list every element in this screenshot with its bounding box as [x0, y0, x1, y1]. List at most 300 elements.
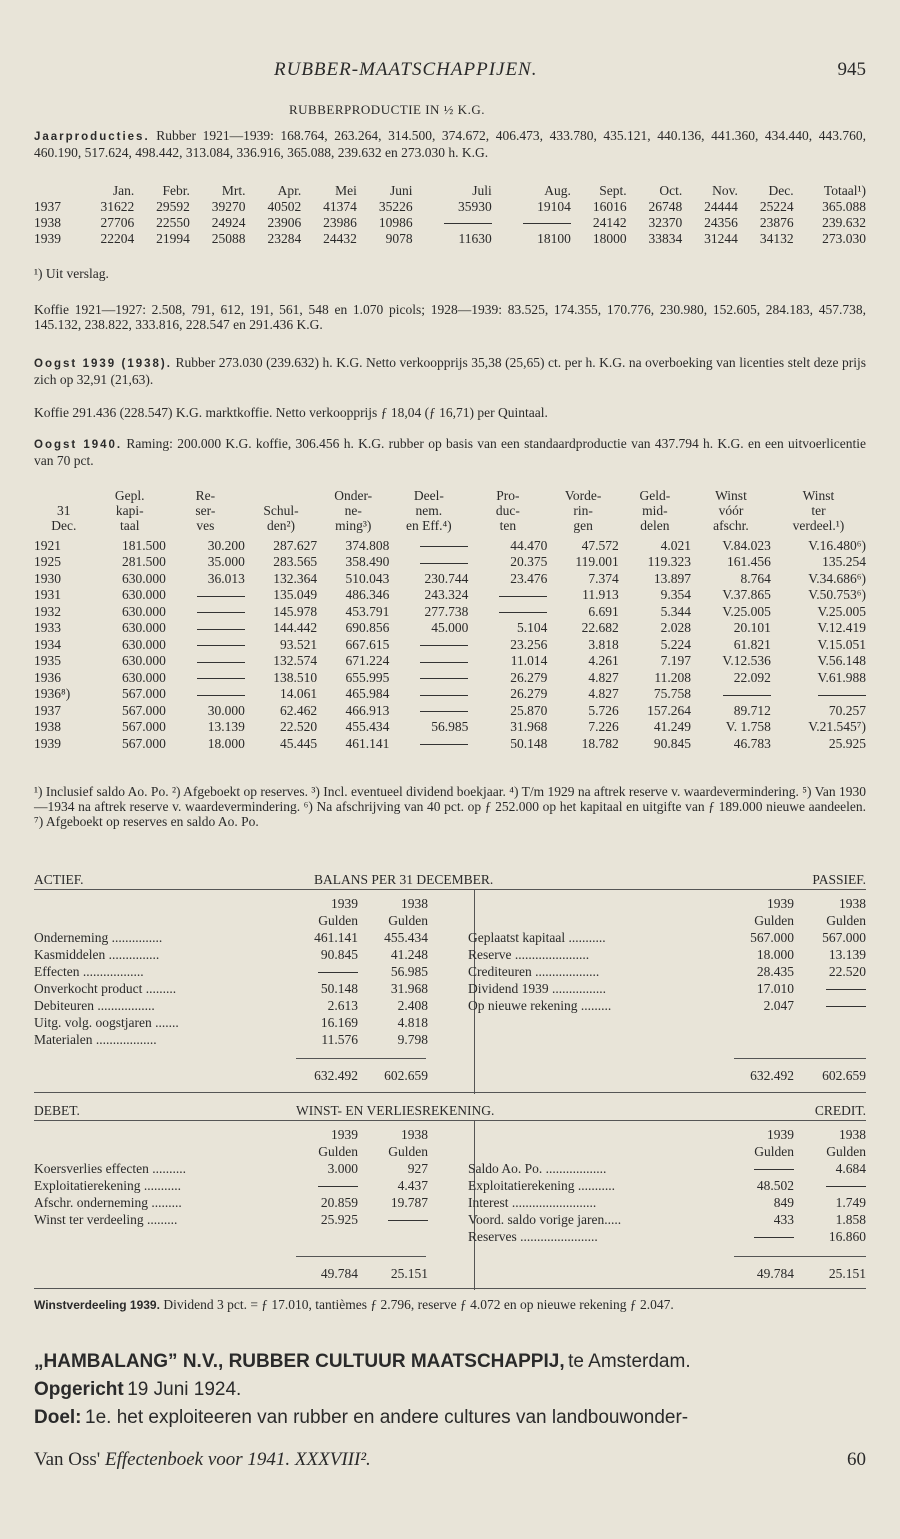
account-value: 433	[773, 1212, 794, 1227]
table-cell	[166, 653, 245, 670]
table-cell: 32370	[648, 214, 683, 230]
account-value: 20.859	[320, 1195, 358, 1210]
company-name: „HAMBALANG” N.V., RUBBER CULTUUR MAATSCHAPPIJ,	[34, 1351, 565, 1372]
table-cell: 132.364	[273, 570, 318, 586]
column-header: Totaal¹)	[823, 183, 866, 198]
winst-title: WINST- EN VERLIESREKENING.	[296, 1103, 495, 1118]
table-cell: 35.000	[207, 554, 245, 570]
column-header: Febr.	[162, 183, 190, 198]
account-label: Exploitatierekening ...........	[34, 1178, 181, 1193]
table-row	[34, 686, 866, 703]
table-cell: 10986	[378, 214, 413, 230]
table-cell: 1937	[34, 702, 61, 718]
table-cell: V.37.865	[722, 587, 771, 603]
account-value: 11.576	[321, 1032, 358, 1047]
table-cell: 25088	[211, 230, 246, 246]
account-value	[724, 1161, 794, 1176]
table-cell: 144.442	[273, 620, 318, 636]
column-header	[245, 488, 317, 537]
table-cell	[389, 653, 468, 670]
table-cell: 31244	[704, 230, 738, 246]
dash	[826, 989, 866, 990]
dash	[420, 563, 468, 564]
column-header	[94, 488, 166, 537]
dash	[420, 695, 468, 696]
column-header-line: vóór	[718, 503, 744, 518]
column-header-line: delen	[640, 518, 670, 533]
oogst-1939-text: Rubber 273.030 (239.632) h. K.G. Netto verkoopprijs 35,38 (25,65) ct. per h. K.G. na overboeking van licenties stelt deze prijs zich op 32,91 (21,63).	[34, 355, 866, 387]
table-cell: V.84.023	[722, 537, 771, 553]
winst-right-unit1: Gulden	[754, 1144, 794, 1159]
table-cell: 90.845	[653, 735, 692, 751]
table-cell	[389, 702, 468, 719]
dash	[826, 1006, 866, 1007]
table-cell: 30.200	[207, 537, 245, 553]
table-cell: 6.691	[588, 603, 619, 619]
table-cell: 365.088	[822, 198, 866, 214]
table-cell: 20.101	[733, 620, 771, 636]
table-cell: 181.500	[121, 537, 166, 553]
table-row	[34, 537, 866, 554]
table-cell	[468, 587, 547, 604]
table-cell: 75.758	[653, 686, 692, 702]
dash	[318, 1186, 358, 1187]
column-header: Oct.	[659, 183, 683, 198]
table-cell: 45.000	[431, 620, 469, 636]
column-header-line: den²)	[266, 518, 295, 533]
jaarproducties-text: Rubber 1921—1939: 168.764, 263.264, 314.500, 374.672, 406.473, 433.780, 435.121, 440.136, 441.360, 434.440, 443.760, 460.190, 517.624, 498.442, 313.084, 336.916, 365.088, 239.632 en 273.030 h. K.G.	[34, 128, 867, 160]
account-value: 56.985	[390, 964, 428, 979]
table-cell: 13.139	[207, 719, 245, 735]
table-cell: 13.897	[653, 570, 692, 586]
table-cell: 1938	[34, 719, 61, 735]
winst-left-total2: 25.151	[390, 1266, 428, 1281]
table-cell: 40502	[267, 198, 302, 214]
table-cell: 23906	[267, 214, 302, 230]
table-cell: 3.818	[588, 636, 619, 652]
table-cell	[413, 214, 492, 230]
table-row	[34, 554, 866, 571]
table-cell	[468, 603, 547, 620]
table-cell: 11.208	[654, 669, 692, 685]
table-cell: 567.000	[121, 735, 166, 751]
table-cell: 281.500	[121, 554, 166, 570]
table-cell	[166, 620, 245, 637]
winst-left-year1: 1939	[331, 1127, 358, 1142]
table-cell: 31622	[100, 198, 135, 214]
table-cell: 56.985	[431, 719, 469, 735]
balans-bottom-rule	[34, 1092, 866, 1093]
account-value: 16.169	[320, 1015, 358, 1030]
table-cell: 453.791	[345, 603, 390, 619]
table-header-row	[34, 488, 866, 537]
founded-label: Opgericht	[34, 1379, 124, 1400]
column-header-line: gen	[573, 518, 593, 533]
dash	[523, 223, 571, 224]
balans-right-total1: 632.492	[750, 1068, 794, 1083]
footer-book: Effectenboek voor 1941. XXXVIII².	[104, 1449, 371, 1470]
account-value: 17.010	[756, 981, 794, 996]
table-cell: 655.995	[345, 669, 390, 685]
koffie-paragraph: Koffie 1921—1927: 2.508, 791, 612, 191, 561, 548 en 1.070 picols; 1928—1939: 83.525, 174.355, 170.776, 230.980, 152.605, 284.183, 457.738, 145.132, 238.822, 333.816, 228.547 en 291.436 K.G.	[34, 302, 866, 332]
table-cell: 135.049	[273, 587, 318, 603]
table-cell: 239.632	[822, 214, 866, 230]
balans-left-year1: 1939	[331, 896, 358, 911]
table-cell: 19104	[537, 198, 571, 214]
column-header-line: Winst	[802, 488, 835, 503]
dash	[197, 678, 245, 679]
column-header-line: ten	[499, 518, 517, 533]
table-cell: 35226	[378, 198, 413, 214]
column-header-line: ves	[196, 518, 215, 533]
table-cell: 26.279	[510, 686, 548, 702]
table-cell: 567.000	[121, 702, 166, 718]
table-cell: 455.434	[345, 719, 390, 735]
column-header	[771, 488, 866, 537]
column-header	[34, 488, 94, 537]
table-cell: 24924	[211, 214, 246, 230]
dash	[826, 1186, 866, 1187]
footer-page-number: 60	[847, 1449, 866, 1470]
table-cell: 1939	[34, 735, 61, 751]
company-heading	[34, 1351, 691, 1372]
table-cell: 8.764	[740, 570, 771, 586]
table-cell: 273.030	[822, 230, 866, 246]
account-label: Crediteuren ...................	[468, 964, 600, 979]
column-header-line: taal	[119, 518, 140, 533]
table-cell: 45.445	[279, 735, 318, 751]
oogst-1940-paragraph	[34, 436, 866, 468]
table-cell: 7.374	[588, 570, 619, 586]
winst-right-total1: 49.784	[756, 1266, 794, 1281]
founded-date: 19 Juni 1924.	[127, 1379, 242, 1400]
table-cell: V.12.536	[722, 653, 771, 669]
balans-left-unit1: Gulden	[318, 913, 358, 928]
dash	[499, 596, 547, 597]
column-header-line: Re-	[195, 488, 216, 503]
column-header-line: ming³)	[335, 518, 372, 533]
table-cell: 18.782	[581, 735, 619, 751]
table-cell: 61.821	[733, 636, 771, 652]
dash	[420, 711, 468, 712]
column-header-line: Winst	[715, 488, 747, 503]
table-cell: 11.014	[510, 653, 548, 669]
table-cell: 4.827	[588, 669, 619, 685]
table-cell: 1936	[34, 669, 61, 685]
table-cell: 5.224	[660, 636, 692, 652]
table-cell: 34132	[759, 230, 794, 246]
footer-left: Van Oss'	[34, 1449, 101, 1470]
column-header-line: en Eff.⁴)	[405, 518, 452, 533]
table-cell: 31.968	[510, 719, 548, 735]
account-label: Exploitatierekening ...........	[468, 1178, 615, 1193]
table-cell: 25.925	[828, 735, 866, 751]
table-header-row	[34, 183, 866, 198]
balans-title: BALANS PER 31 DECEMBER.	[314, 872, 494, 887]
winst-left-year2: 1938	[401, 1127, 428, 1142]
column-header	[317, 488, 389, 537]
table-cell: 1938	[34, 214, 61, 230]
dash	[420, 645, 468, 646]
account-label: Dividend 1939 ................	[468, 981, 606, 996]
account-value	[796, 998, 866, 1013]
table-cell: 119.323	[647, 554, 692, 570]
table-row	[34, 669, 866, 686]
table-cell: 11.913	[582, 587, 619, 603]
account-label: Debiteuren .................	[34, 998, 155, 1013]
actief-title: ACTIEF.	[34, 872, 84, 887]
table-cell	[166, 636, 245, 653]
account-value: 1.858	[835, 1212, 866, 1227]
table-cell: 46.783	[733, 735, 771, 751]
table-cell: 18000	[592, 230, 627, 246]
table-cell: 1925	[34, 554, 61, 570]
column-header-line: verdeel.¹)	[792, 518, 845, 533]
table-cell: 25224	[759, 198, 794, 214]
table-cell: 23986	[323, 214, 357, 230]
dash	[754, 1169, 794, 1170]
dash	[723, 695, 771, 696]
column-header-line: Vorde-	[564, 488, 602, 503]
account-value: 16.860	[828, 1229, 866, 1244]
oogst-1939-paragraph	[34, 355, 866, 387]
dash	[197, 612, 245, 613]
account-value: 41.248	[390, 947, 428, 962]
table-cell: V.12.419	[817, 620, 866, 636]
table-cell: 24142	[592, 214, 627, 230]
account-value: 25.925	[320, 1212, 358, 1227]
table-row	[34, 587, 866, 604]
table-cell: 39270	[211, 198, 246, 214]
account-value: 18.000	[756, 947, 794, 962]
table-cell: 132.574	[273, 653, 318, 669]
table-cell: 24444	[704, 198, 738, 214]
balans-top-rule	[34, 889, 866, 890]
account-label: Geplaatst kapitaal ...........	[468, 930, 606, 945]
table-cell: 1930	[34, 570, 61, 586]
table-cell: 35930	[457, 198, 492, 214]
column-header-line: 31	[57, 503, 71, 518]
table-cell: 36.013	[207, 570, 245, 586]
account-value: 1.749	[835, 1195, 866, 1210]
table-cell: 23284	[267, 230, 302, 246]
table-row	[34, 620, 866, 637]
winst-right-year1: 1939	[767, 1127, 794, 1142]
table-row	[34, 636, 866, 653]
table-cell: 50.148	[510, 735, 548, 751]
column-header	[468, 488, 547, 537]
table-cell: 461.141	[345, 735, 390, 751]
balans-right-unit2: Gulden	[826, 913, 866, 928]
table-row	[34, 735, 866, 752]
table-cell: 20.375	[510, 554, 548, 570]
account-value: 19.787	[390, 1195, 428, 1210]
table-cell: 4.827	[588, 686, 619, 702]
footer	[34, 1449, 371, 1470]
table-cell: 157.264	[647, 702, 692, 718]
column-header: Apr.	[277, 183, 302, 198]
table-cell: 567.000	[121, 719, 166, 735]
column-header-line: ne-	[344, 503, 362, 518]
doel-text: 1e. het exploiteeren van rubber en andere cultures van landbouwonder-	[85, 1407, 689, 1428]
table-cell: 119.001	[575, 554, 619, 570]
account-label: Koersverlies effecten ..........	[34, 1161, 186, 1176]
table-cell	[166, 603, 245, 620]
account-label: Kasmiddelen ...............	[34, 947, 160, 962]
column-header: Juni	[390, 183, 413, 198]
table-cell: 2.028	[660, 620, 692, 636]
column-header-line: mid-	[642, 503, 668, 518]
table-cell: 138.510	[273, 669, 318, 685]
table-cell: 630.000	[121, 653, 166, 669]
table-cell: 9078	[385, 230, 413, 246]
account-value: 849	[773, 1195, 794, 1210]
column-header: Dec.	[768, 183, 794, 198]
table-cell: 1932	[34, 603, 61, 619]
column-header: Aug.	[544, 183, 571, 198]
account-value: 22.520	[828, 964, 866, 979]
doel-label: Doel:	[34, 1407, 82, 1428]
table-cell: 26748	[648, 198, 683, 214]
table-cell: 23.256	[510, 636, 548, 652]
page-number: 945	[837, 59, 866, 80]
column-header-line: ter	[811, 503, 826, 518]
column-header: Mrt.	[221, 183, 246, 198]
table-cell	[166, 587, 245, 604]
table-cell: 1921	[34, 537, 61, 553]
table-cell: 465.984	[345, 686, 390, 702]
table-cell: 1935	[34, 653, 61, 669]
balans-right-year2: 1938	[839, 896, 866, 911]
account-value: 28.435	[756, 964, 794, 979]
account-value: 2.613	[327, 998, 358, 1013]
column-header-line: Schul-	[263, 503, 299, 518]
dash	[197, 629, 245, 630]
oogst-1939-label: Oogst 1939 (1938).	[34, 358, 172, 370]
table-row	[34, 603, 866, 620]
account-label: Reserves .......................	[468, 1229, 598, 1244]
table-cell: V.25.005	[722, 603, 771, 619]
table-cell: 5.344	[660, 603, 692, 619]
table-cell: 21994	[156, 230, 190, 246]
table-cell: 70.257	[828, 702, 866, 718]
account-value: 4.437	[397, 1178, 428, 1193]
table-cell: 4.261	[588, 653, 619, 669]
account-value: 2.408	[397, 998, 428, 1013]
dash	[388, 1220, 428, 1221]
table-cell: 358.490	[345, 554, 390, 570]
column-header-line: Onder-	[334, 488, 373, 503]
winst-left-unit1: Gulden	[318, 1144, 358, 1159]
table-cell: 24356	[704, 214, 738, 230]
dash	[420, 678, 468, 679]
account-value: 567.000	[822, 930, 866, 945]
column-header	[619, 488, 691, 537]
table-cell: 27706	[100, 214, 135, 230]
table-row	[34, 570, 866, 587]
credit-title: CREDIT.	[814, 1103, 866, 1118]
table-cell: 630.000	[121, 603, 166, 619]
account-label: Voord. saldo vorige jaren.....	[468, 1212, 622, 1227]
table-cell: 22.092	[733, 669, 771, 685]
table-cell: 1937	[34, 198, 61, 214]
winst-top-rule	[34, 1120, 866, 1121]
account-value	[796, 1178, 866, 1193]
table-cell: 22.520	[279, 719, 318, 735]
column-header	[691, 488, 771, 537]
oogst-1940-text: Raming: 200.000 K.G. koffie, 306.456 h. K.G. rubber op basis van een standaardproductie van 437.794 h. K.G. en een uitvoerlicentie van 70 pct.	[34, 436, 866, 468]
table-cell: 630.000	[121, 587, 166, 603]
koffie-1939-paragraph: Koffie 291.436 (228.547) K.G. marktkoffie. Netto verkoopprijs ƒ 18,04 (ƒ 16,71) per Quintaal.	[34, 405, 548, 420]
balans-left-year2: 1938	[401, 896, 428, 911]
table-cell: 630.000	[121, 570, 166, 586]
table-cell: 22.682	[581, 620, 619, 636]
account-label: Interest .........................	[468, 1195, 597, 1210]
winst-right-year2: 1938	[839, 1127, 866, 1142]
column-header-line: rin-	[573, 503, 593, 518]
dash	[420, 546, 468, 547]
running-title: RUBBER-MAATSCHAPPIJEN.	[274, 59, 538, 80]
column-header-line: kapi-	[115, 503, 144, 518]
table-cell: 29592	[156, 198, 190, 214]
column-header-line: Gepl.	[114, 488, 145, 503]
table-cell	[771, 686, 866, 703]
table-cell	[389, 537, 468, 554]
table-cell: 18100	[537, 230, 571, 246]
account-label: Afschr. onderneming .........	[34, 1195, 182, 1210]
table-cell: 510.043	[345, 570, 390, 586]
table-cell: 466.913	[345, 702, 390, 718]
winst-left-unit2: Gulden	[388, 1144, 428, 1159]
table-cell: V.21.545⁷)	[808, 719, 866, 735]
table-cell: V.56.148	[817, 653, 866, 669]
table-cell	[492, 214, 571, 230]
account-label: Onderneming ...............	[34, 930, 163, 945]
account-value: 3.000	[327, 1161, 358, 1176]
table-cell: 93.521	[279, 636, 318, 652]
table-cell: 25.870	[510, 702, 548, 718]
oogst-1940-label: Oogst 1940.	[34, 439, 123, 451]
table-cell	[691, 686, 771, 703]
account-value: 48.502	[756, 1178, 794, 1193]
dash	[197, 662, 245, 663]
winst-bottom-rule	[34, 1288, 866, 1289]
table-footnotes: ¹) Inclusief saldo Ao. Po. ²) Afgeboekt op reserves. ³) Incl. eventueel dividend boekjaar. ⁴) T/m 1929 na aftrek reserve v. waardevermindering. ⁵) Van 1930—1934 na aftrek reserve v. waardevermindering. ⁶) Na afschrijving van 40 pct. op ƒ 252.000 op het kapitaal en uitgifte van ƒ 189.000 nieuwe aandeelen. ⁷) Afgeboekt op reserves en saldo Ao. Po.	[34, 784, 866, 829]
account-value: 90.845	[320, 947, 358, 962]
dash	[818, 695, 866, 696]
table-cell: 243.324	[424, 587, 469, 603]
table-cell: 671.224	[345, 653, 390, 669]
table-cell: 62.462	[279, 702, 318, 718]
table-row	[34, 214, 866, 230]
account-value: 31.968	[390, 981, 428, 996]
column-header-line: Dec.	[51, 518, 77, 533]
winstverdeeling-paragraph	[34, 1297, 866, 1313]
dash	[499, 612, 547, 613]
balans-right-total-rule	[734, 1058, 866, 1059]
account-value: 461.141	[314, 930, 358, 945]
table-cell: 7.226	[588, 719, 619, 735]
column-header: Mei	[335, 183, 357, 198]
column-header	[166, 488, 245, 537]
account-value	[288, 964, 358, 979]
table-cell: 18.000	[207, 735, 245, 751]
balans-left-total-rule	[296, 1058, 426, 1059]
table-cell: 23.476	[510, 570, 548, 586]
table-cell: 4.021	[660, 537, 692, 553]
company-place: te Amsterdam.	[568, 1351, 691, 1372]
table-cell: 16016	[592, 198, 627, 214]
